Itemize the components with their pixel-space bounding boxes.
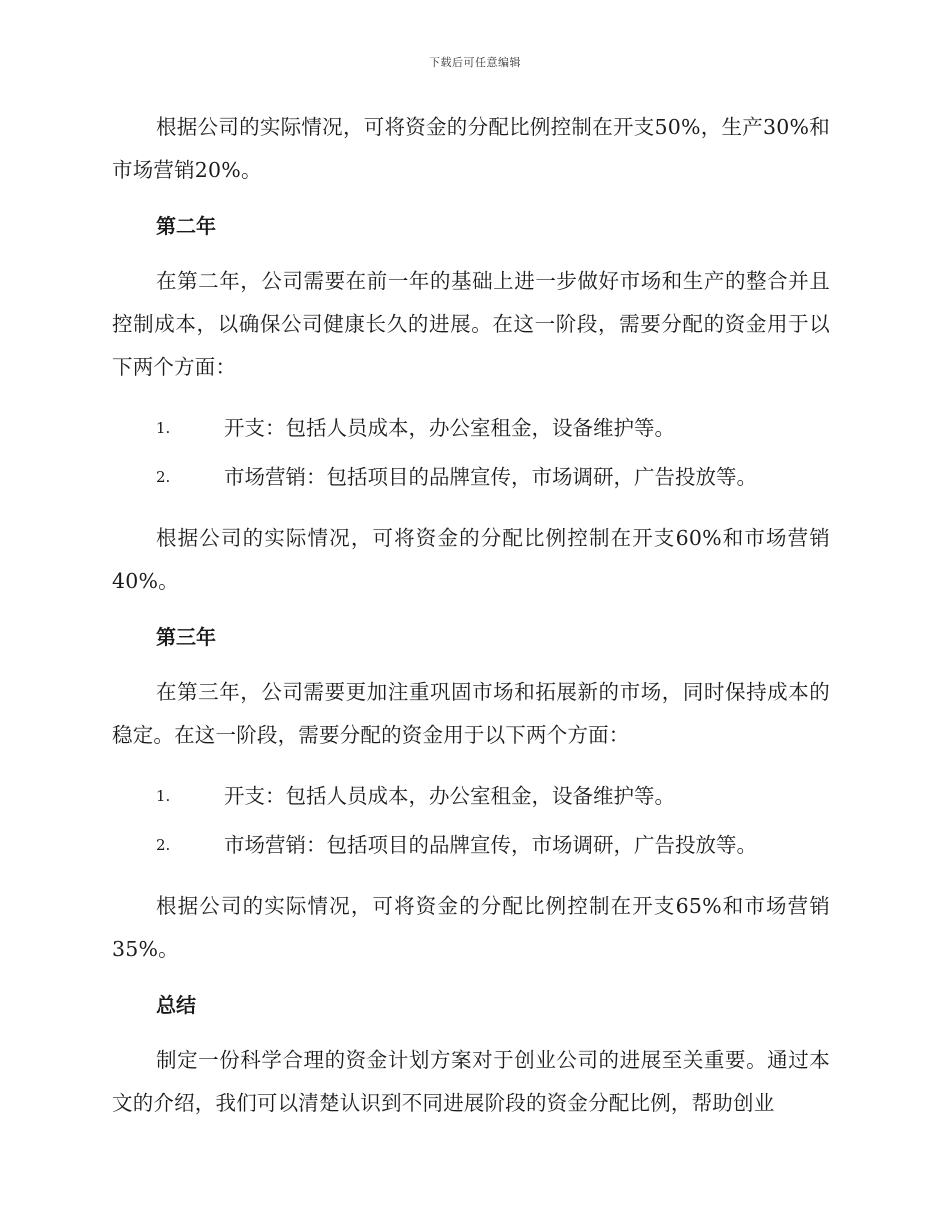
list-text: 市场营销：包括项目的品牌宣传，市场调研，广告投放等。 xyxy=(224,465,757,489)
heading-year3: 第三年 xyxy=(156,625,216,649)
heading-summary: 总结 xyxy=(156,993,196,1017)
list-number: 2. xyxy=(156,836,171,854)
list-item xyxy=(112,407,830,450)
header-note: 下载后可任意编辑 xyxy=(429,56,521,69)
list-text: 开支：包括人员成本，办公室租金，设备维护等。 xyxy=(224,416,675,440)
list-text: 开支：包括人员成本，办公室租金，设备维护等。 xyxy=(224,784,675,808)
list-number: 1. xyxy=(156,419,171,437)
paragraph-year2-intro: 在第二年，公司需要在前一年的基础上进一步做好市场和生产的整合并且控制成本，以确保公司健康长久的进展。在这一阶段，需要分配的资金用于以下两个方面： xyxy=(112,269,830,379)
list-number: 2. xyxy=(156,468,171,486)
paragraph-year3-intro: 在第三年，公司需要更加注重巩固市场和拓展新的市场，同时保持成本的稳定。在这一阶段，需要分配的资金用于以下两个方面： xyxy=(112,680,830,747)
list-item xyxy=(112,775,830,818)
list-number: 1. xyxy=(156,787,171,805)
list-item xyxy=(112,824,830,867)
paragraph-year1-ratio: 根据公司的实际情况，可将资金的分配比例控制在开支50%，生产30%和市场营销20%。 xyxy=(112,115,830,182)
paragraph-year2-ratio: 根据公司的实际情况，可将资金的分配比例控制在开支60%和市场营销40%。 xyxy=(112,526,830,593)
heading-year2: 第二年 xyxy=(156,214,216,238)
paragraph-summary: 制定一份科学合理的资金计划方案对于创业公司的进展至关重要。通过本文的介绍，我们可以清楚认识到不同进展阶段的资金分配比例，帮助创业 xyxy=(112,1048,830,1115)
list-item xyxy=(112,456,830,499)
paragraph-year3-ratio: 根据公司的实际情况，可将资金的分配比例控制在开支65%和市场营销35%。 xyxy=(112,894,830,961)
document-body xyxy=(112,106,830,1125)
list-text: 市场营销：包括项目的品牌宣传，市场调研，广告投放等。 xyxy=(224,833,757,857)
